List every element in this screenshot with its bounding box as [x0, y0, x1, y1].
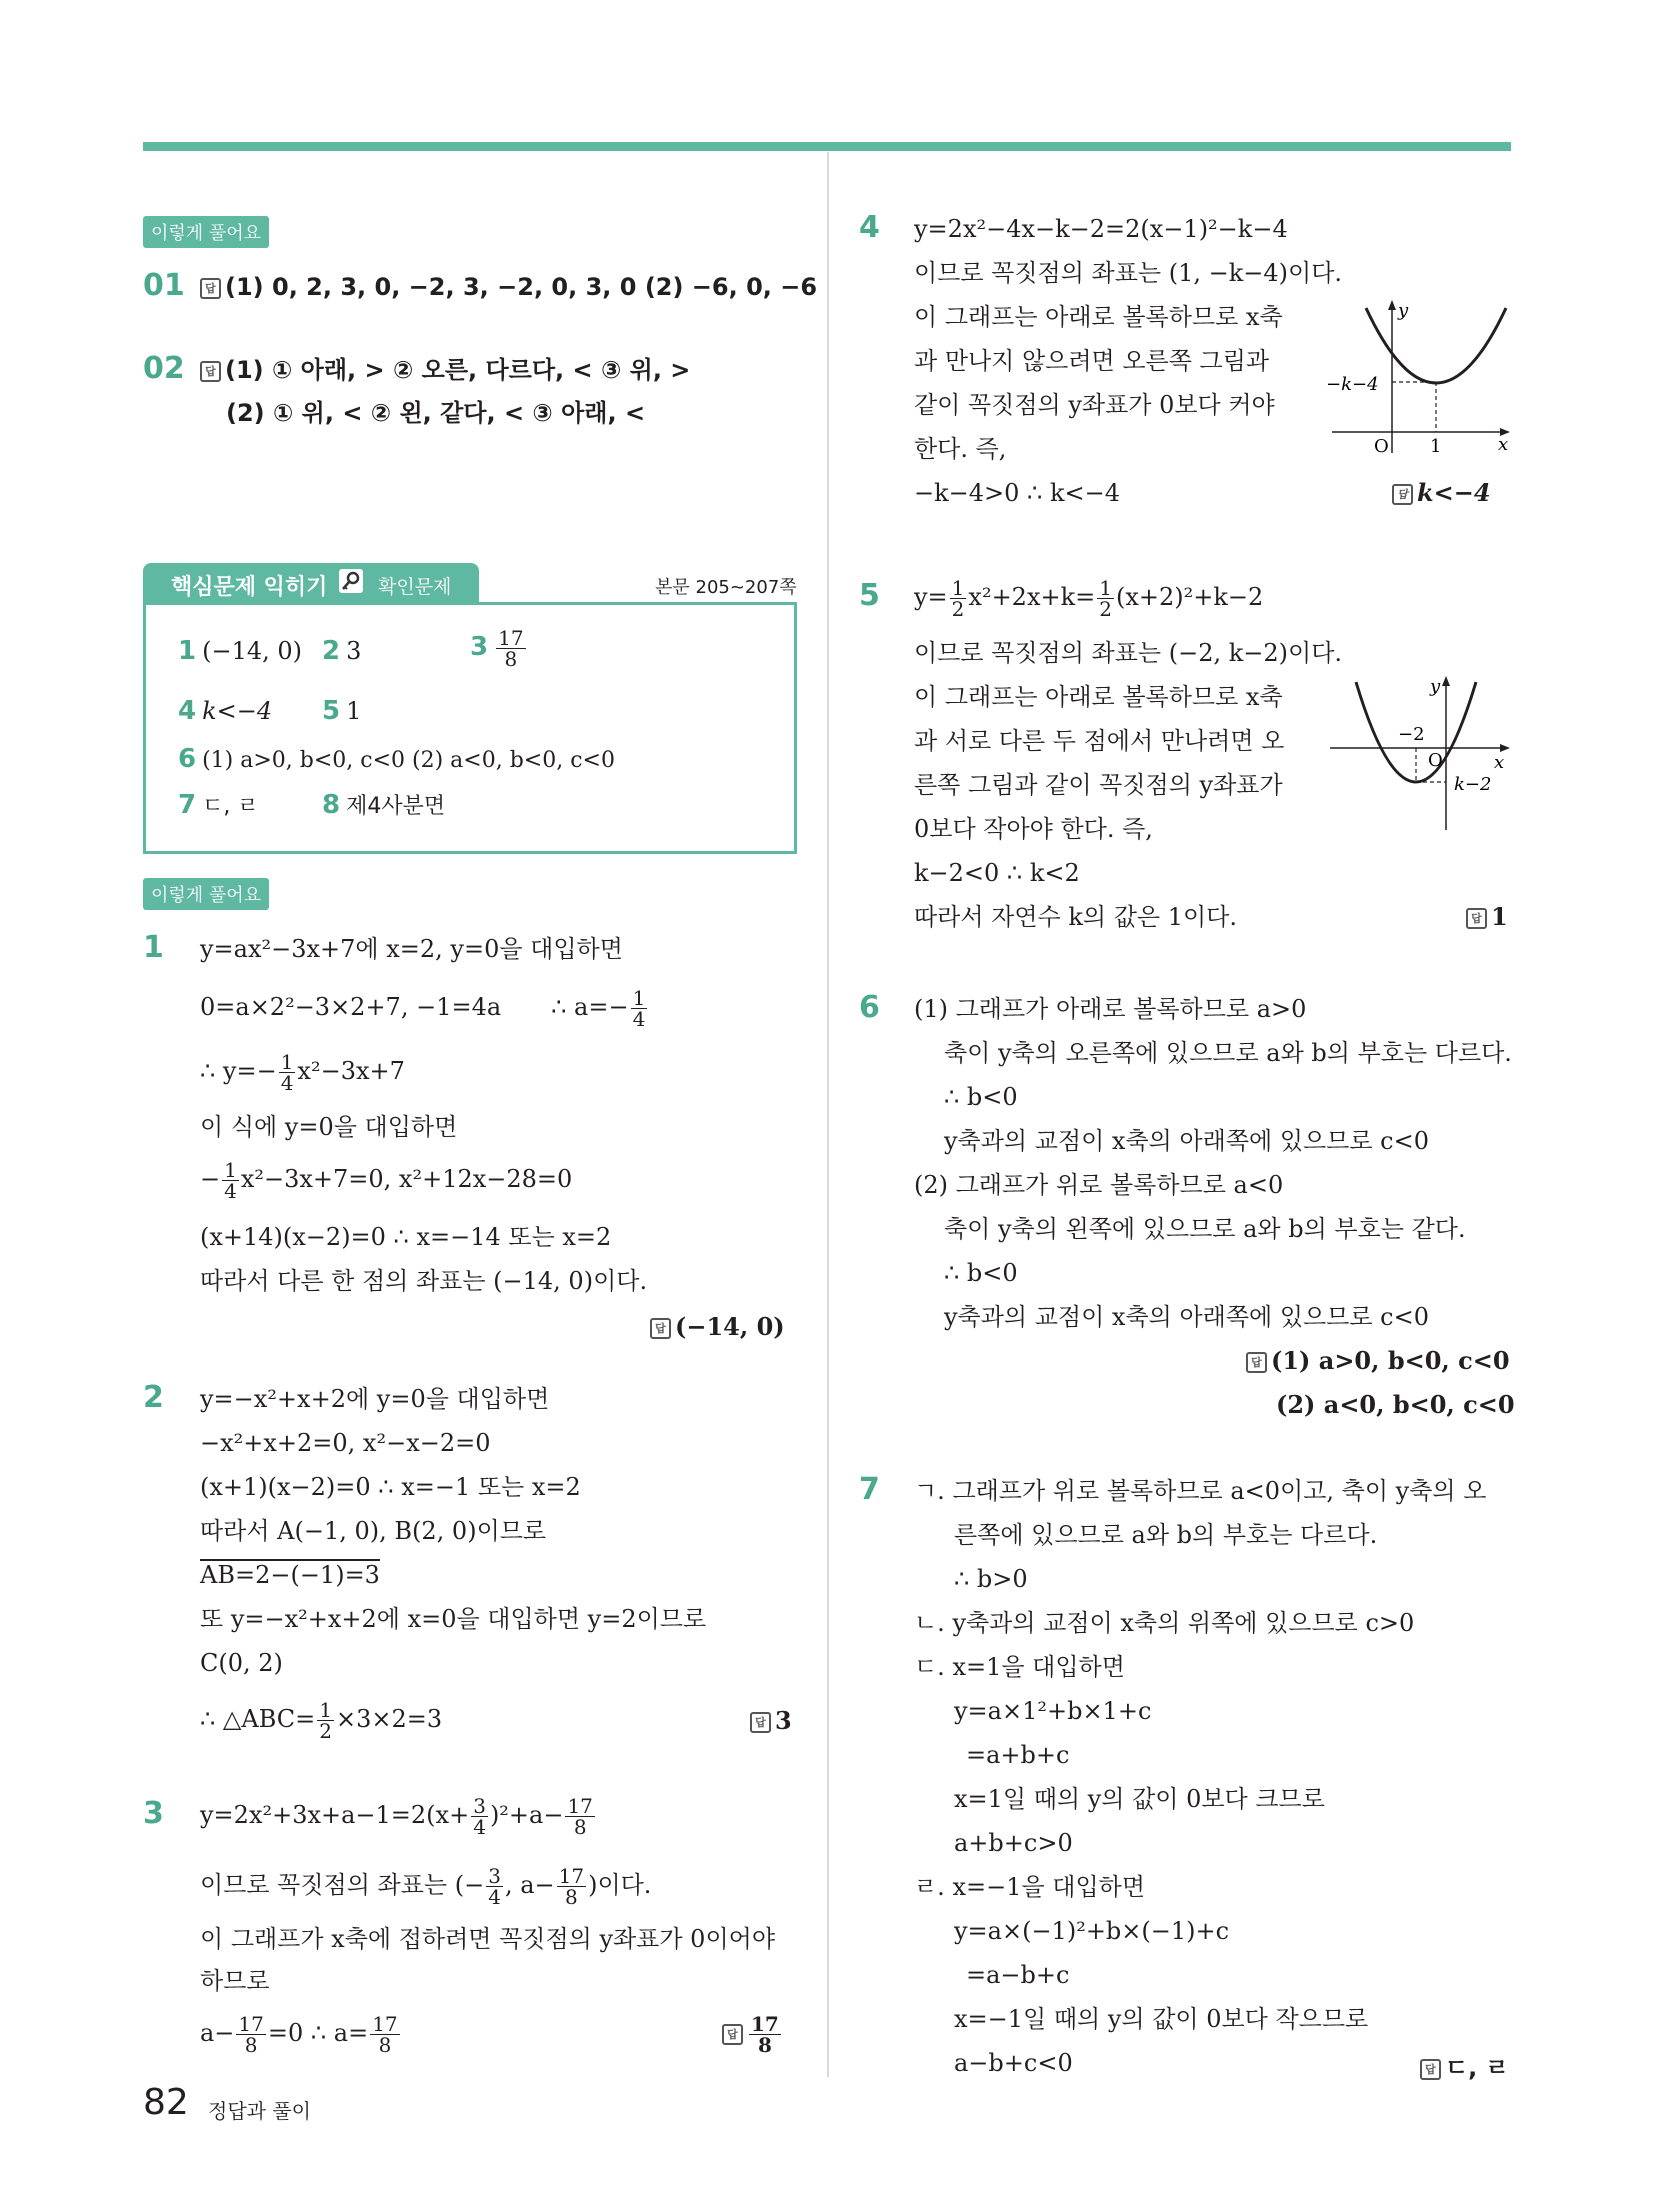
solution-line: a−b+c<0 — [954, 2049, 1073, 2077]
section-tag: 이렇게 풀어요 — [143, 878, 269, 910]
page-number: 82 — [143, 2082, 189, 2123]
parabola-graph-5 — [1326, 672, 1512, 834]
solution-line: ∴ b<0 — [944, 1083, 1018, 1111]
solution-line: 과 만나지 않으려면 오른쪽 그림과 — [914, 347, 1270, 375]
solution-line: (1) 그래프가 아래로 볼록하므로 a>0 — [914, 995, 1307, 1023]
answer-icon: 답 — [1392, 484, 1413, 505]
origin-label: O — [1374, 436, 1389, 457]
solution-line: a− $\frac{17}{8}$ =0 ∴ a= $\frac{17}{8}$ — [200, 2012, 398, 2057]
x-axis-label: x — [1494, 752, 1505, 773]
answer-box: (2) a<0, b<0, c<0 — [1276, 1390, 1515, 1419]
solution-line: 이 그래프는 아래로 볼록하므로 x축 — [914, 683, 1283, 711]
core-item: 5 1 — [322, 696, 362, 726]
q02-answer-line: 답 (1) ① 아래, > ② 오른, 다르다, < ③ 위, > — [200, 355, 690, 385]
solution-line: ∴ △ABC= $\frac{1}{2}$ ×3×2=3 — [200, 1698, 443, 1743]
solution-line: y축과의 교점이 x축의 아래쪽에 있으므로 c<0 — [944, 1127, 1430, 1155]
solution-line: −k−4>0 ∴ k<−4 — [914, 479, 1120, 507]
solution-line: ㄱ. 그래프가 위로 볼록하므로 a<0이고, 축이 y축의 오 — [914, 1477, 1487, 1505]
core-item: 1 (−14, 0) — [178, 636, 302, 666]
solution-line: (x+1)(x−2)=0 ∴ x=−1 또는 x=2 — [200, 1473, 581, 1501]
core-item: 7 ㄷ, ㄹ — [178, 790, 259, 820]
solution-line: 또 y=−x²+x+2에 x=0을 대입하면 y=2이므로 — [200, 1605, 707, 1633]
problem-number: 5 — [859, 578, 880, 613]
x-tick-label: 1 — [1430, 436, 1442, 457]
q01-answer: 답 (1) 0, 2, 3, 0, −2, 3, −2, 0, 3, 0 (2) −6, 0, −6 — [200, 272, 817, 302]
origin-label: O — [1428, 750, 1443, 771]
answer-box: 답 1 — [1466, 902, 1508, 931]
core-box-tab — [143, 563, 479, 603]
solution-line: y= $\frac{1}{2}$ x²+2x+k= $\frac{1}{2}$ (x+2)²+k−2 — [914, 576, 1264, 621]
solution-line: AB=2−(−1)=3 — [200, 1561, 380, 1589]
core-item: 2 3 — [322, 636, 362, 666]
core-box-title: 핵심문제 익히기 — [171, 575, 328, 600]
solution-line: ∴ b<0 — [944, 1259, 1018, 1287]
solution-line: y=a×(−1)²+b×(−1)+c — [954, 1917, 1230, 1945]
solution-line: 이 식에 y=0을 대입하면 — [200, 1113, 458, 1141]
solution-line: ∴ b>0 — [954, 1565, 1028, 1593]
solution-line: y=2x²+3x+a−1=2(x+ $\frac{3}{4}$ )²+a− $\frac{17}{8}$ — [200, 1794, 593, 1839]
solution-line: − $\frac{1}{4}$ x²−3x+7=0, x²+12x−28=0 — [200, 1158, 573, 1203]
solution-line: 축이 y축의 왼쪽에 있으므로 a와 b의 부호는 같다. — [944, 1215, 1466, 1243]
answer-icon: 답 — [200, 361, 221, 382]
answer-box: 답 3 — [750, 1706, 792, 1735]
parabola-graph-4 — [1322, 298, 1512, 460]
answer-icon: 답 — [1420, 2059, 1441, 2080]
solution-line: 이므로 꼭짓점의 좌표는 (1, −k−4)이다. — [914, 259, 1343, 287]
page-reference: 본문 205~207쪽 — [655, 577, 797, 598]
solution-line: x=1일 때의 y의 값이 0보다 크므로 — [954, 1785, 1325, 1813]
footer-label: 정답과 풀이 — [208, 2099, 311, 2123]
answer-box: 답 ㄷ, ㄹ — [1420, 2048, 1509, 2083]
core-item: 8 제4사분면 — [322, 790, 446, 820]
answer-icon: 답 — [722, 2024, 743, 2045]
solution-line: y축과의 교점이 x축의 아래쪽에 있으므로 c<0 — [944, 1303, 1430, 1331]
answer-icon: 답 — [1246, 1352, 1267, 1373]
solution-line: 이므로 꼭짓점의 좌표는 (− $\frac{3}{4}$ , a− $\frac{17}{8}$ )이다. — [200, 1864, 652, 1909]
answer-icon: 답 — [1466, 908, 1487, 929]
x-axis-label: x — [1498, 434, 1509, 455]
solution-line: 이므로 꼭짓점의 좌표는 (−2, k−2)이다. — [914, 639, 1343, 667]
solution-line: 이 그래프는 아래로 볼록하므로 x축 — [914, 303, 1283, 331]
solution-line: y=a×1²+b×1+c — [954, 1697, 1152, 1725]
solution-line: 0=a×2²−3×2+7, −1=4a ∴ a=− $\frac{1}{4}$ — [200, 986, 646, 1031]
solution-line: 이 그래프가 x축에 접하려면 꼭짓점의 y좌표가 0이어야 — [200, 1925, 775, 1953]
solution-line: 따라서 자연수 k의 값은 1이다. — [914, 903, 1237, 931]
solution-line: y=2x²−4x−k−2=2(x−1)²−k−4 — [914, 215, 1288, 243]
core-item: 6 (1) a>0, b<0, c<0 (2) a<0, b<0, c<0 — [178, 744, 615, 774]
solution-line: ∴ y=− $\frac{1}{4}$ x²−3x+7 — [200, 1050, 405, 1095]
answer-box: 답 $\frac{17}{8}$ — [722, 2014, 783, 2055]
solution-line: ㄷ. x=1을 대입하면 — [914, 1653, 1125, 1681]
column-divider — [827, 152, 829, 2077]
core-item: 4 k<−4 — [178, 696, 273, 726]
solution-line: C(0, 2) — [200, 1649, 283, 1677]
problem-number: 2 — [143, 1380, 164, 1415]
solution-line: y=−x²+x+2에 y=0을 대입하면 — [200, 1385, 550, 1413]
y-tick-label: −k−4 — [1326, 374, 1379, 395]
solution-line: =a−b+c — [966, 1961, 1070, 1989]
solution-line: x=−1일 때의 y의 값이 0보다 작으므로 — [954, 2005, 1369, 2033]
solution-line: 하므로 — [200, 1967, 270, 1995]
answer-icon: 답 — [200, 278, 221, 299]
solution-line: 른쪽에 있으므로 a와 b의 부호는 다르다. — [954, 1521, 1378, 1549]
solution-line: 과 서로 다른 두 점에서 만나려면 오 — [914, 727, 1285, 755]
solution-line: k−2<0 ∴ k<2 — [914, 859, 1080, 887]
problem-number: 7 — [859, 1472, 880, 1507]
q02-answer-line: (2) ① 위, < ② 왼, 같다, < ③ 아래, < — [226, 399, 646, 427]
solution-line: ㄹ. x=−1을 대입하면 — [914, 1873, 1146, 1901]
problem-number: 4 — [859, 210, 880, 245]
key-icon — [339, 569, 363, 593]
solution-line: y=ax²−3x+7에 x=2, y=0을 대입하면 — [200, 935, 623, 963]
section-tag: 이렇게 풀어요 — [143, 216, 269, 248]
solution-line: =a+b+c — [966, 1741, 1070, 1769]
y-axis-label: y — [1430, 676, 1441, 697]
answer-icon: 답 — [750, 1712, 771, 1733]
solution-line: −x²+x+2=0, x²−x−2=0 — [200, 1429, 491, 1457]
answer-box: 답 (−14, 0) — [650, 1312, 785, 1341]
solution-line: (x+14)(x−2)=0 ∴ x=−14 또는 x=2 — [200, 1223, 612, 1251]
top-rule — [143, 142, 1511, 151]
y-tick-label: k−2 — [1454, 774, 1492, 795]
problem-number: 1 — [143, 930, 164, 965]
solution-line: 따라서 A(−1, 0), B(2, 0)이므로 — [200, 1517, 547, 1545]
problem-number: 6 — [859, 990, 880, 1025]
solution-line: 따라서 다른 한 점의 좌표는 (−14, 0)이다. — [200, 1267, 648, 1295]
solution-line: 른쪽 그림과 같이 꼭짓점의 y좌표가 — [914, 771, 1283, 799]
problem-number: 3 — [143, 1796, 164, 1831]
solution-line: ㄴ. y축과의 교점이 x축의 위쪽에 있으므로 c>0 — [914, 1609, 1415, 1637]
core-item: 3 $\frac{17}{8}$ — [470, 626, 524, 671]
solution-line: 한다. 즉, — [914, 435, 1007, 463]
y-axis-label: y — [1398, 300, 1409, 321]
answer-icon: 답 — [650, 1318, 671, 1339]
problem-number: 02 — [143, 351, 185, 386]
x-tick-label: −2 — [1398, 724, 1425, 745]
solution-line: 같이 꼭짓점의 y좌표가 0보다 커야 — [914, 391, 1275, 419]
answer-box: 답 (1) a>0, b<0, c<0 — [1246, 1346, 1510, 1375]
solution-line: 0보다 작아야 한다. 즉, — [914, 815, 1153, 843]
solution-line: (2) 그래프가 위로 볼록하므로 a<0 — [914, 1171, 1284, 1199]
answer-box: 답 k<−4 — [1392, 478, 1491, 507]
solution-line: 축이 y축의 오른쪽에 있으므로 a와 b의 부호는 다르다. — [944, 1039, 1512, 1067]
problem-number: 01 — [143, 268, 185, 303]
core-box-sub: 확인문제 — [378, 576, 452, 598]
solution-line: a+b+c>0 — [954, 1829, 1073, 1857]
